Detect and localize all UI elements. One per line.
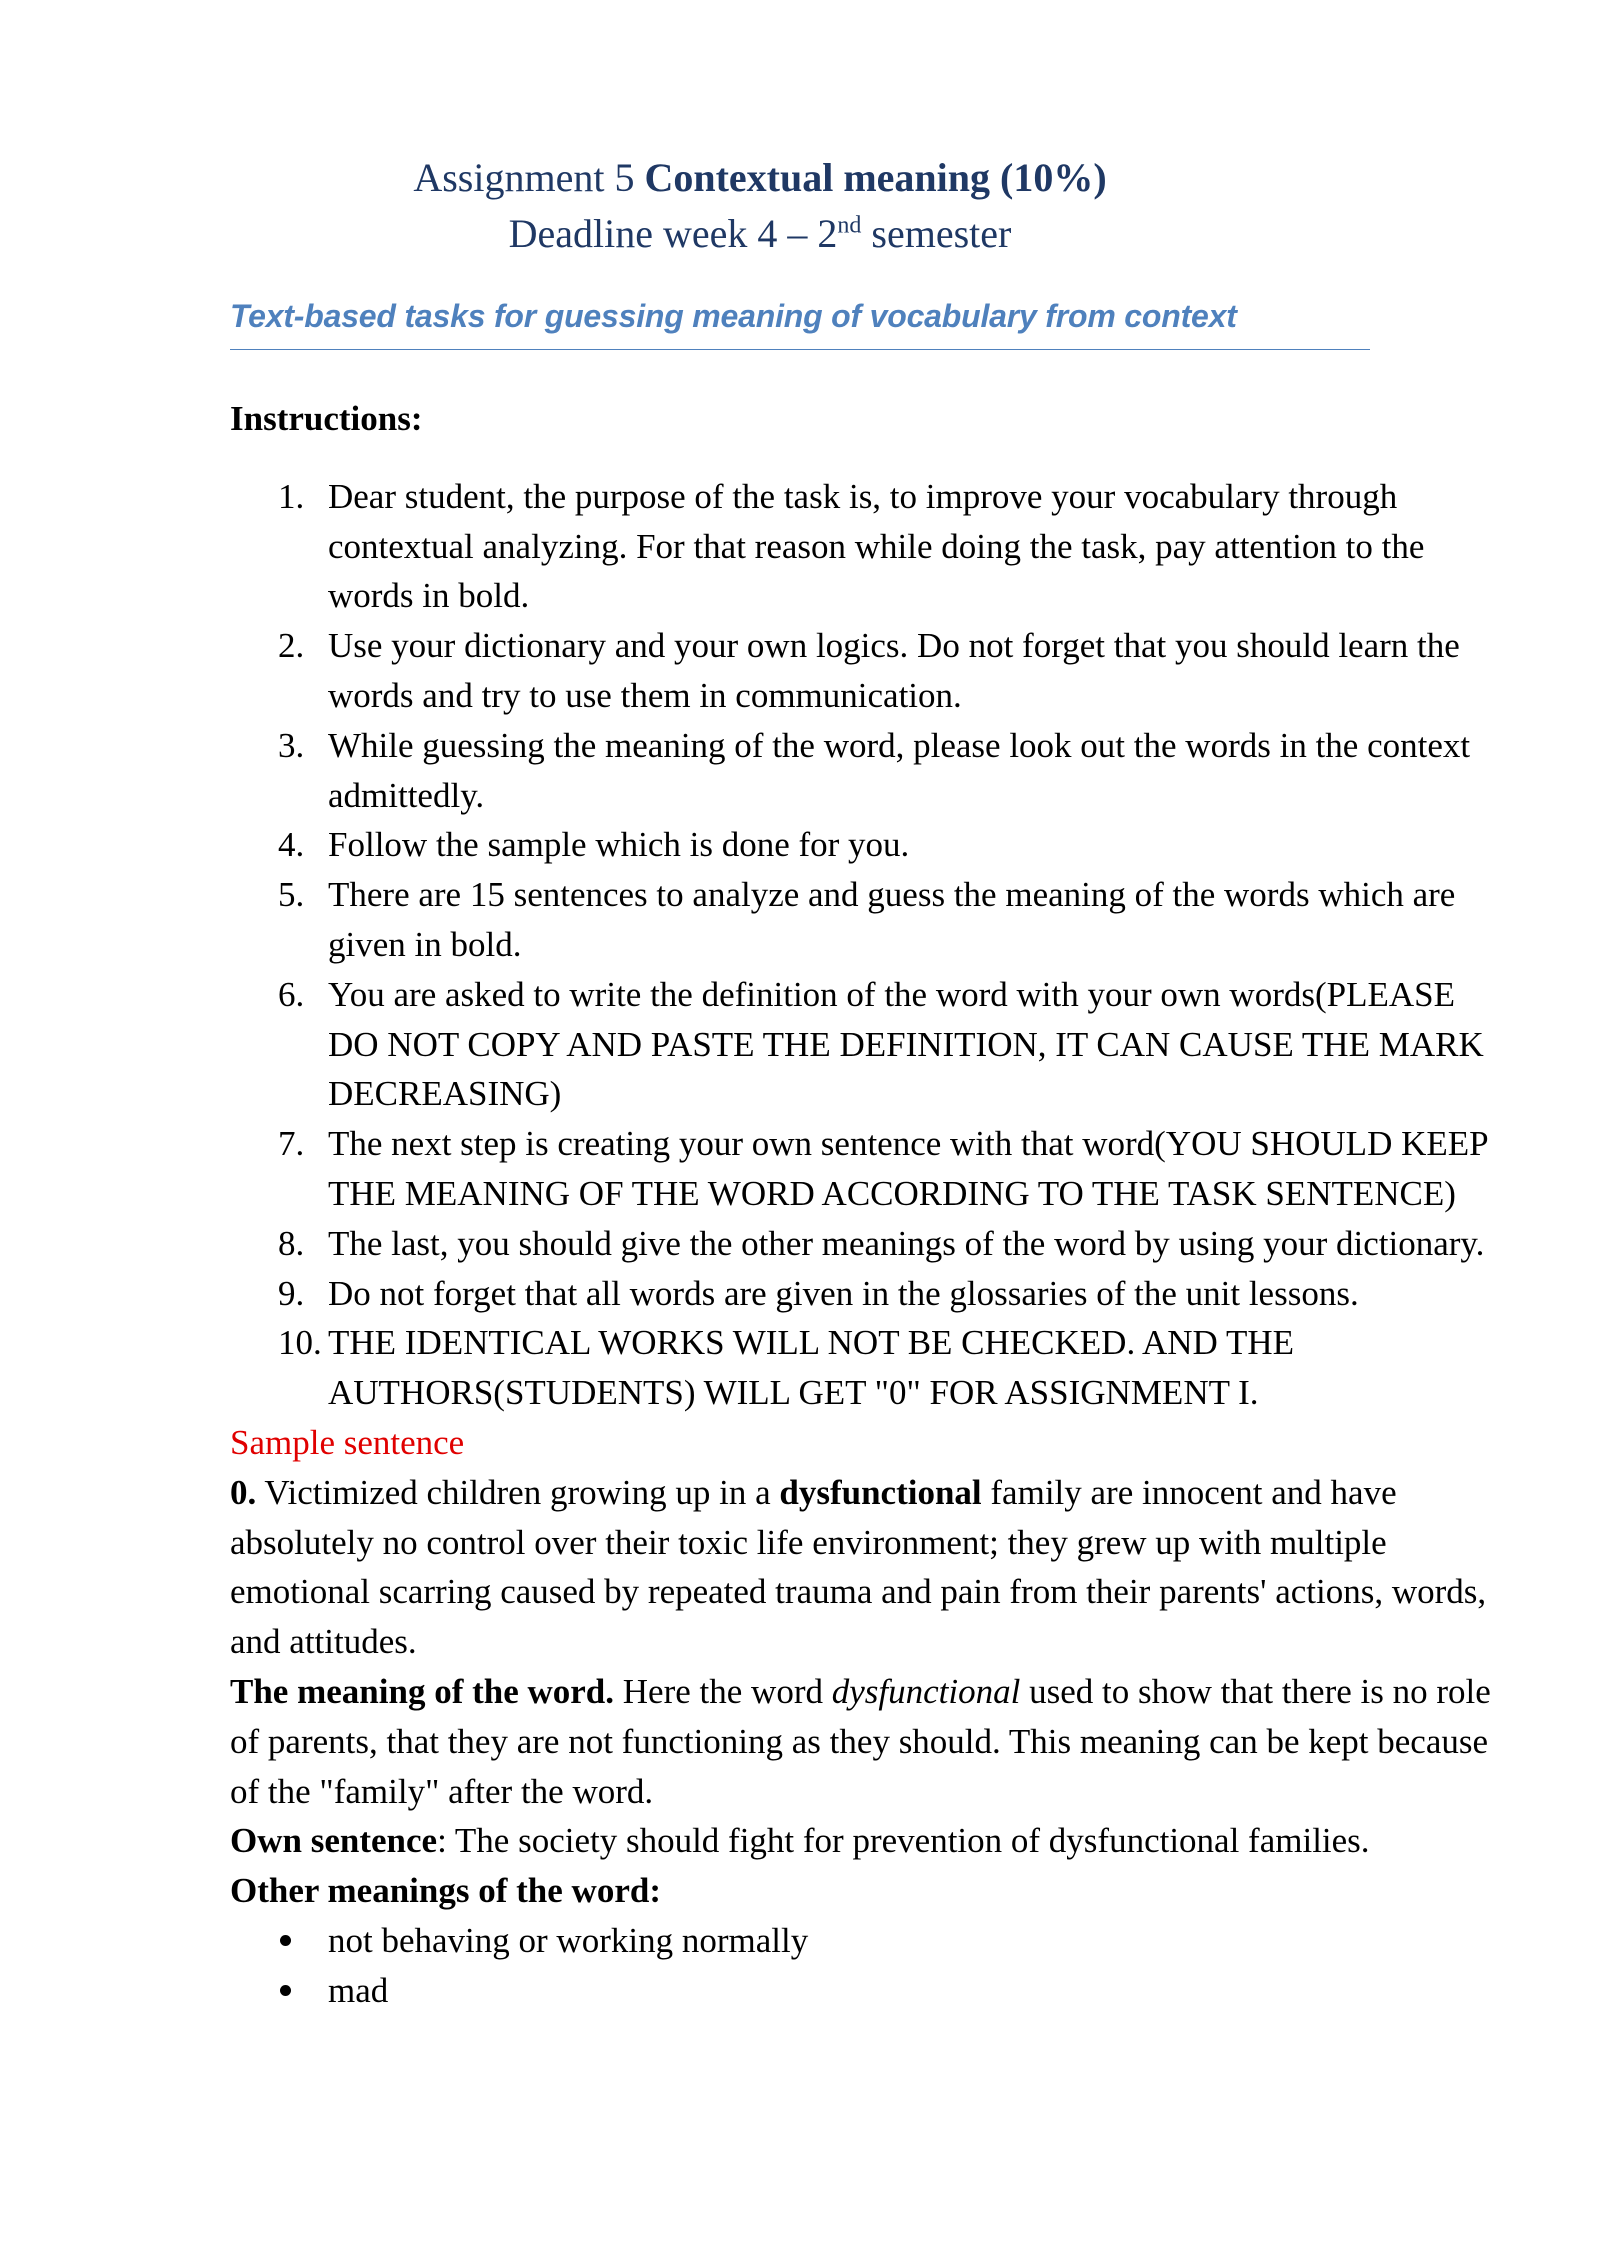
instruction-item <box>230 870 1500 970</box>
instruction-text: The last, you should give the other meanings of the word by using your dictionary. <box>328 1223 1485 1263</box>
instruction-item <box>230 1269 1500 1319</box>
instruction-number: 8. <box>278 1223 305 1263</box>
other-meaning-text: mad <box>328 1970 389 2010</box>
instruction-text: THE IDENTICAL WORKS WILL NOT BE CHECKED. AND THE AUTHORS(STUDENTS) WILL GET "0" FOR ASSIGNMENT I. <box>328 1323 1294 1413</box>
own-sentence-paragraph <box>230 1816 1500 1866</box>
deadline-ordinal-suffix: nd <box>837 212 862 239</box>
assignment-title <box>230 150 1290 262</box>
instruction-text: Dear student, the purpose of the task is, to improve your vocabulary through contextual analyzing. For that reason while doing the task, pay attention to the words in bold. <box>328 476 1425 616</box>
bullet-icon <box>280 1985 291 1996</box>
instruction-text: The next step is creating your own sentence with that word(YOU SHOULD KEEP THE MEANING OF THE WORD ACCORDING TO THE TASK SENTENCE) <box>328 1124 1488 1213</box>
document-subtitle: Text-based tasks for guessing meaning of vocabulary from context <box>230 298 1370 350</box>
instructions-list <box>230 472 1500 1418</box>
instruction-number: 10. <box>278 1323 322 1363</box>
instruction-item <box>230 970 1500 1119</box>
deadline-semester: semester <box>871 211 1012 256</box>
document-body <box>230 394 1500 2016</box>
instruction-text: You are asked to write the definition of the word with your own words(PLEASE DO NOT COPY AND PASTE THE DEFINITION, IT CAN CAUSE THE MARK DECREASING) <box>328 974 1484 1114</box>
other-meanings-heading: Other meanings of the word: <box>230 1871 661 1911</box>
own-sentence-label: Own sentence <box>230 1821 438 1861</box>
meaning-text-before: Here the word <box>622 1671 823 1711</box>
instruction-text: Do not forget that all words are given in the glossaries of the unit lessons. <box>328 1273 1359 1313</box>
instruction-item <box>230 820 1500 870</box>
title-line-1 <box>230 150 1290 206</box>
instruction-item <box>230 621 1500 721</box>
sample-target-word: dysfunctional <box>779 1472 982 1512</box>
sample-text-before: Victimized children growing up in a <box>264 1472 771 1512</box>
title-deadline <box>230 206 1290 262</box>
other-meaning-item <box>230 1916 1500 1966</box>
meaning-text-after: used to show that there is no role of parents, that they are not functioning as they should. This meaning can be kept because of the "family" after the word. <box>230 1671 1491 1811</box>
own-sentence-text: : The society should fight for prevention of dysfunctional families. <box>437 1821 1370 1861</box>
instruction-item <box>230 721 1500 821</box>
instruction-number: 3. <box>278 725 305 765</box>
instruction-item <box>230 1318 1500 1418</box>
sample-sentence <box>230 1468 1500 1667</box>
instruction-item <box>230 472 1500 621</box>
meaning-word: dysfunctional <box>831 1671 1021 1711</box>
meaning-label: The meaning of the word. <box>230 1671 615 1711</box>
instruction-number: 6. <box>278 974 305 1014</box>
other-meaning-item <box>230 1966 1500 2016</box>
title-topic: Contextual meaning (10%) <box>644 155 1107 200</box>
instruction-number: 9. <box>278 1273 305 1313</box>
instruction-number: 2. <box>278 626 305 666</box>
deadline-text: Deadline week 4 – 2 <box>508 211 838 256</box>
instruction-number: 5. <box>278 875 305 915</box>
sample-text-after: family are innocent and have absolutely no control over their toxic life environment; they grew up with multiple emotional scarring caused by repeated trauma and pain from their parents' actions, words, and attitudes. <box>230 1472 1487 1662</box>
instruction-number: 1. <box>278 476 305 516</box>
instruction-number: 7. <box>278 1124 305 1164</box>
instruction-number: 4. <box>278 825 305 865</box>
other-meaning-text: not behaving or working normally <box>328 1920 809 1960</box>
instruction-item <box>230 1119 1500 1219</box>
title-assignment-number: Assignment 5 <box>413 155 635 200</box>
sample-sentence-label: Sample sentence <box>230 1422 465 1462</box>
instruction-item <box>230 1219 1500 1269</box>
instructions-heading: Instructions: <box>230 399 423 438</box>
instruction-text: Follow the sample which is done for you. <box>328 825 910 865</box>
sample-number: 0. <box>230 1472 257 1512</box>
instruction-text: There are 15 sentences to analyze and guess the meaning of the words which are given in bold. <box>328 875 1456 964</box>
instruction-text: While guessing the meaning of the word, please look out the words in the context admittedly. <box>328 725 1471 815</box>
bullet-icon <box>280 1935 291 1946</box>
other-meanings-list <box>230 1916 1500 2016</box>
meaning-paragraph <box>230 1667 1500 1816</box>
instruction-text: Use your dictionary and your own logics. Do not forget that you should learn the words and try to use them in communication. <box>328 626 1460 715</box>
